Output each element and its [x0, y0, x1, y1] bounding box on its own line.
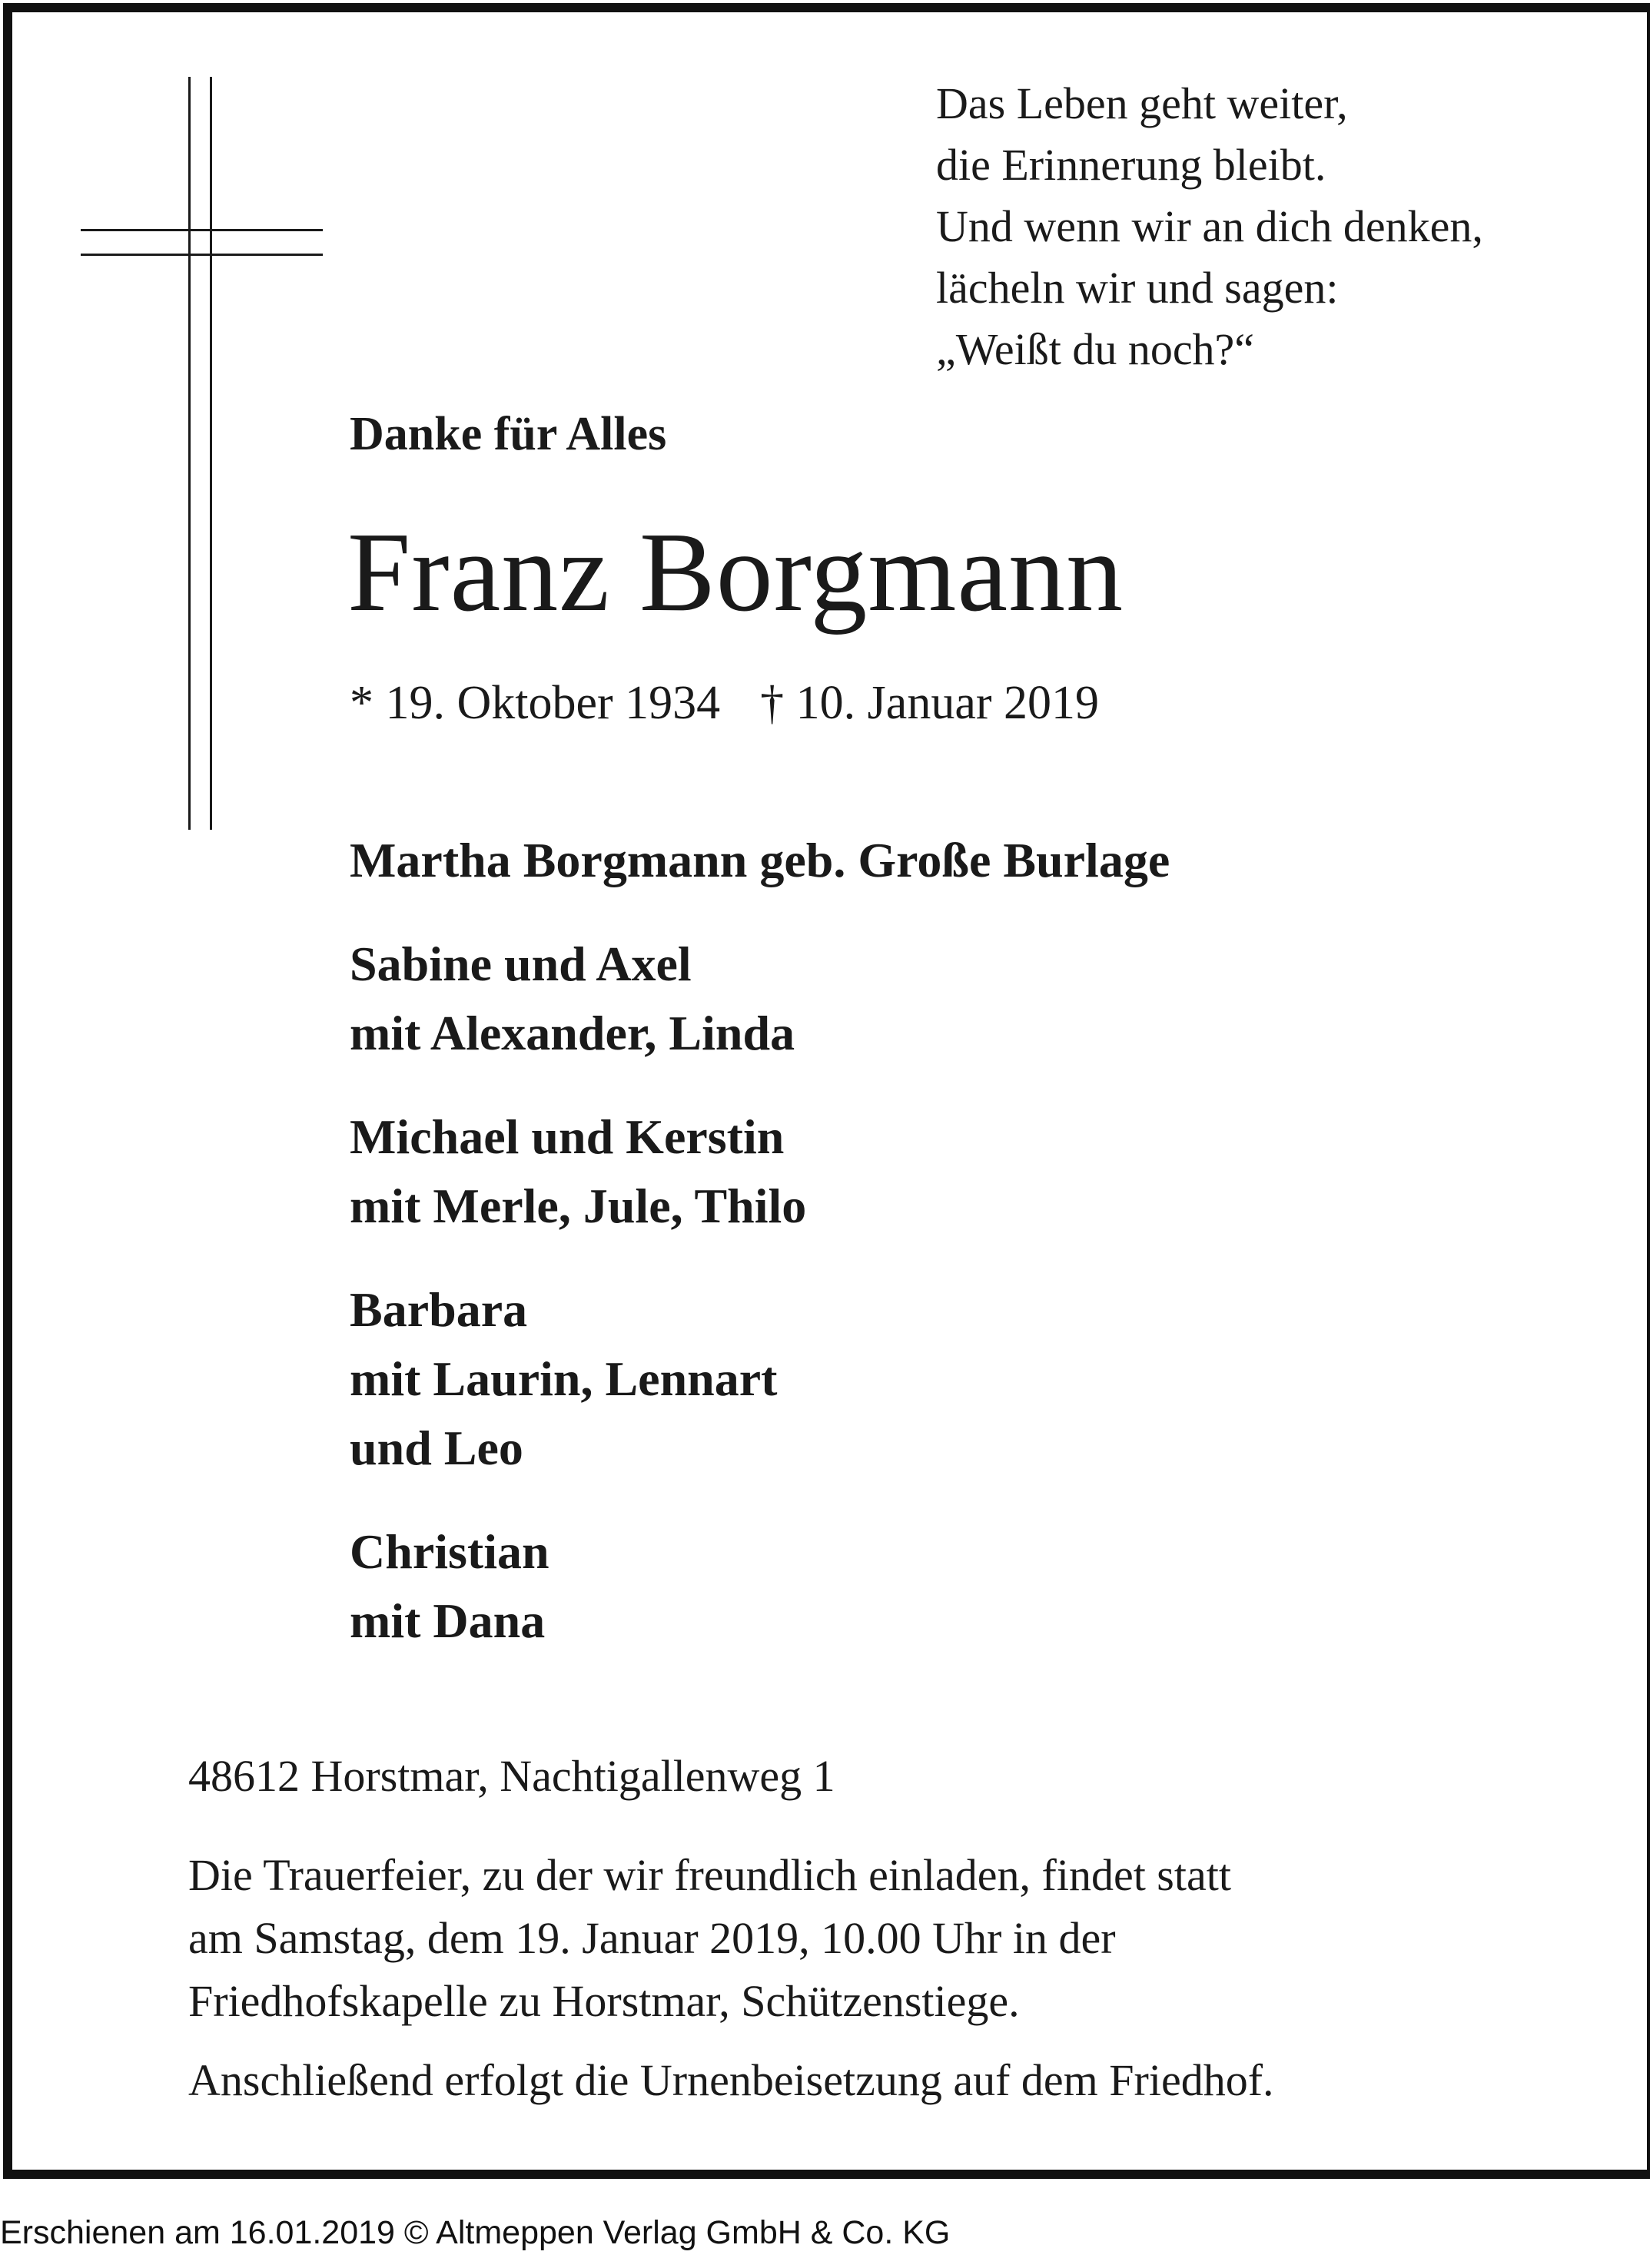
family-line: mit Dana [350, 1593, 546, 1648]
family-line: Barbara [350, 1282, 528, 1337]
family-line: mit Alexander, Linda [350, 1006, 795, 1060]
publication-footer: Erschienen am 16.01.2019 © Altmeppen Verlag GmbH & Co. KG [0, 2214, 951, 2251]
poem-line: Und wenn wir an dich denken, [936, 201, 1483, 251]
family-line: Martha Borgmann geb. Große Burlage [350, 833, 1170, 887]
life-dates [350, 672, 1099, 734]
family-group [350, 930, 1502, 1068]
double-line-cross-icon [81, 77, 327, 830]
family-line: und Leo [350, 1421, 523, 1475]
family-line: Christian [350, 1524, 549, 1579]
cross-horizontal-line-bottom [81, 254, 323, 256]
cross-vertical-line-left [188, 77, 191, 830]
cross-vertical-line-right [210, 77, 212, 830]
address: 48612 Horstmar, Nachtigallenweg 1 [188, 1751, 835, 1801]
ceremony-line: am Samstag, dem 19. Januar 2019, 10.00 Uhr in der [188, 1913, 1116, 1963]
death-date: † 10. Januar 2019 [760, 677, 1099, 729]
family-list [350, 826, 1502, 1690]
family-group [350, 1102, 1502, 1241]
family-line: mit Laurin, Lennart [350, 1351, 778, 1406]
poem-line: „Weißt du noch?“ [936, 324, 1255, 374]
family-group [350, 1517, 1502, 1656]
burial-note: Anschließend erfolgt die Urnenbeisetzung auf dem Friedhof. [188, 2055, 1274, 2105]
birth-date: * 19. Oktober 1934 [350, 677, 721, 729]
family-line: Sabine und Axel [350, 937, 692, 991]
ceremony-details [188, 1844, 1633, 2033]
poem-line: die Erinnerung bleibt. [936, 140, 1326, 190]
family-line: mit Merle, Jule, Thilo [350, 1179, 807, 1233]
poem-line: Das Leben geht weiter, [936, 78, 1348, 128]
deceased-name: Franz Borgmann [347, 509, 1124, 635]
ceremony-line: Friedhofskapelle zu Horstmar, Schützenstiege. [188, 1976, 1020, 2026]
poem-line: lächeln wir und sagen: [936, 263, 1339, 313]
ceremony-line: Die Trauerfeier, zu der wir freundlich einladen, findet statt [188, 1850, 1231, 1900]
family-group [350, 1275, 1502, 1483]
family-line: Michael und Kerstin [350, 1109, 785, 1164]
cross-horizontal-line-top [81, 229, 323, 231]
family-group [350, 826, 1502, 895]
poem [936, 73, 1612, 380]
thanks-heading: Danke für Alles [350, 408, 667, 460]
